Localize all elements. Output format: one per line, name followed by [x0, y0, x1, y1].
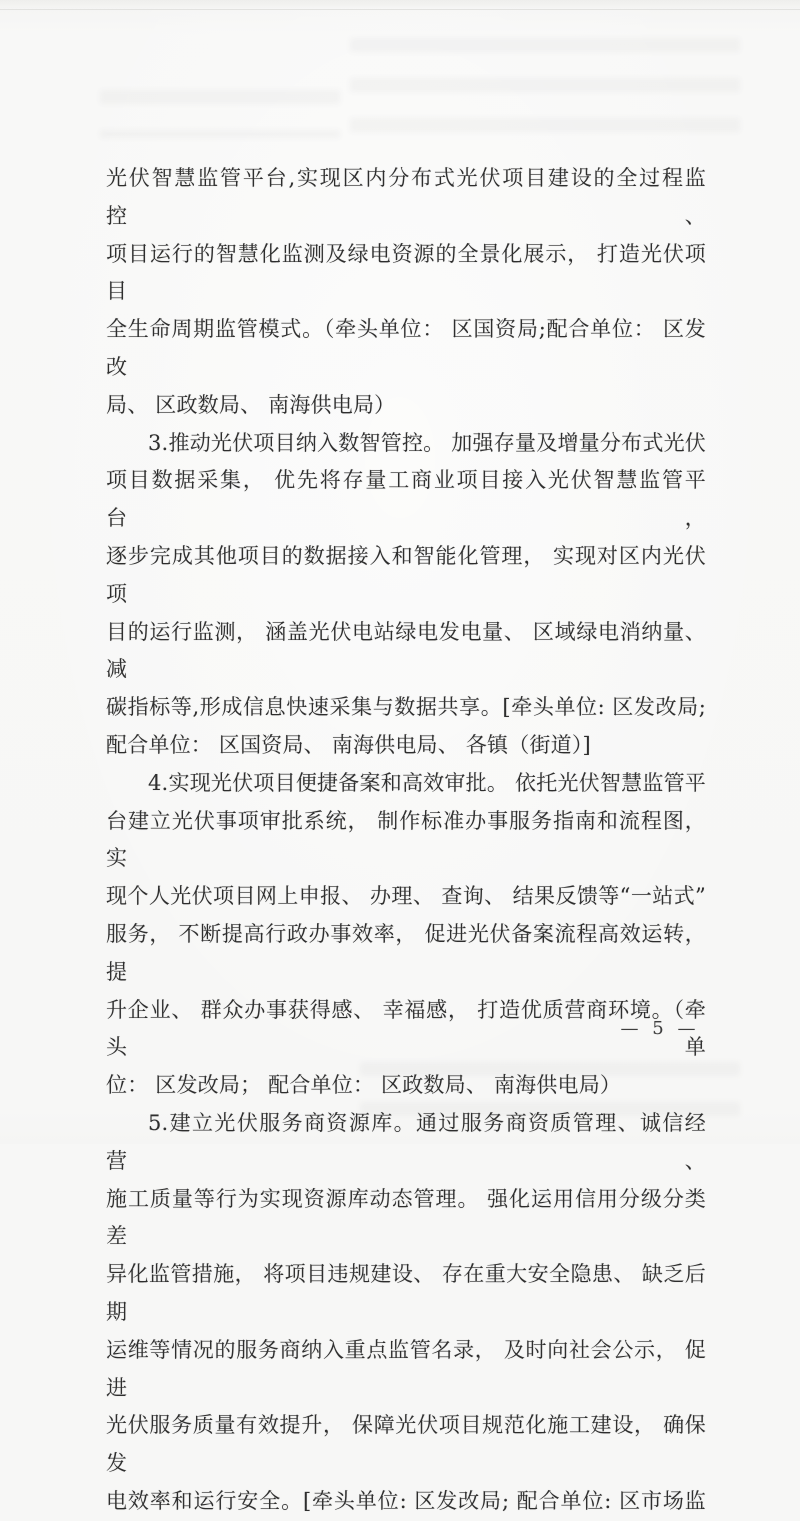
text-line: 光伏智慧监管平台,实现区内分布式光伏项目建设的全过程监控、	[106, 166, 706, 228]
text-line: 碳指标等,形成信息快速采集与数据共享。[牵头单位: 区发改局;	[106, 695, 706, 720]
scan-edge-artifact	[0, 0, 800, 10]
text-line: 台建立光伏事项审批系统， 制作标准办事服务指南和流程图， 实	[106, 808, 706, 871]
text-line: 现个人光伏项目网上申报、 办理、 查询、 结果反馈等“一站式”	[106, 884, 706, 909]
text-line: 全生命周期监管模式。（牵头单位： 区国资局;配合单位： 区发改	[106, 317, 706, 379]
text-line: 5.建立光伏服务商资源库。通过服务商资质管理、诚信经营、	[106, 1110, 706, 1173]
text-line: 光伏服务质量有效提升， 保障光伏项目规范化施工建设， 确保发	[106, 1413, 706, 1476]
scan-bleed-artifact	[350, 26, 740, 156]
text-line: 配合单位： 区国资局、 南海供电局、 各镇（街道）]	[106, 732, 591, 757]
text-line: 运维等情况的服务商纳入重点监管名录， 及时向社会公示， 促进	[106, 1337, 706, 1400]
text-line: 升企业、 群众办事获得感、 幸福感， 打造优质营商环境。（牵头单	[106, 997, 706, 1060]
body-text	[106, 160, 706, 1521]
text-line: 服务， 不断提高行政办事效率， 促进光伏备案流程高效运转， 提	[106, 921, 706, 984]
text-line: 异化监管措施， 将项目违规建设、 存在重大安全隐患、 缺乏后期	[106, 1262, 706, 1324]
text-line: 局、 区政数局、 南海供电局）	[106, 392, 396, 417]
text-line: 项目运行的智慧化监测及绿电资源的全景化展示， 打造光伏项目	[106, 241, 706, 304]
page-number: — 5 —	[620, 1018, 700, 1039]
text-line: 项目数据采集， 优先将存量工商业项目接入光伏智慧监管平台，	[106, 468, 706, 531]
text-line: 电效率和运行安全。[牵头单位: 区发改局; 配合单位: 区市场监	[106, 1488, 706, 1513]
text-line: 施工质量等行为实现资源库动态管理。 强化运用信用分级分类差	[106, 1186, 706, 1249]
text-line: 位： 区发改局； 配合单位： 区政数局、 南海供电局）	[106, 1073, 622, 1098]
scan-bleed-artifact	[100, 78, 340, 138]
text-line: 3.推动光伏项目纳入数智管控。 加强存量及增量分布式光伏	[148, 430, 706, 455]
text-line: 目的运行监测， 涵盖光伏电站绿电发电量、 区域绿电消纳量、 减	[106, 619, 706, 682]
text-line: 逐步完成其他项目的数据接入和智能化管理， 实现对区内光伏项	[106, 543, 706, 606]
text-line: 4.实现光伏项目便捷备案和高效审批。 依托光伏智慧监管平	[148, 770, 706, 795]
